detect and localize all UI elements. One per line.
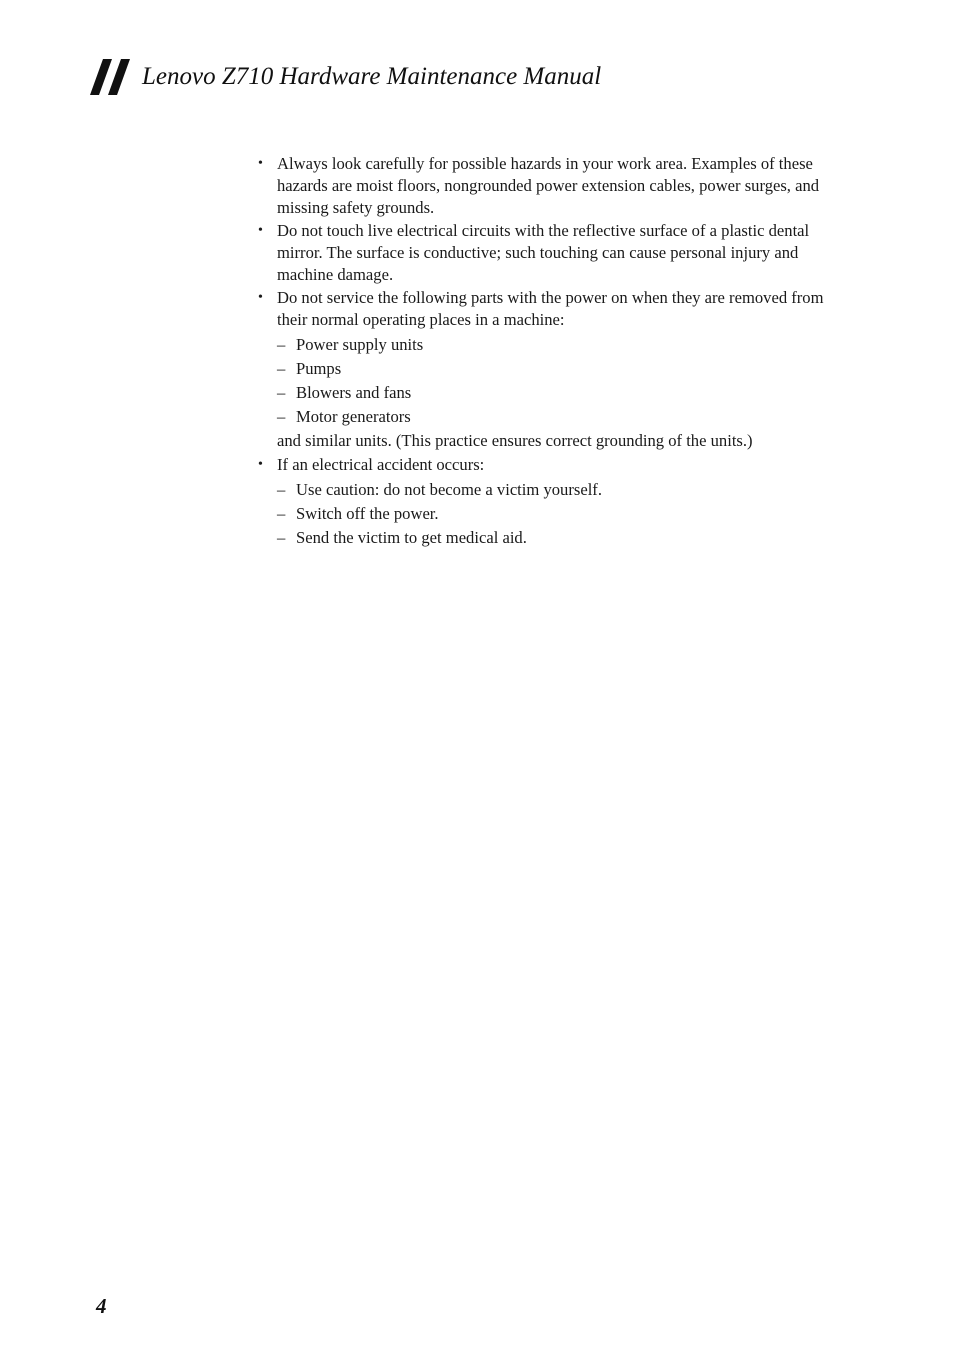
- dash-marker: –: [277, 504, 286, 523]
- bullet-marker: •: [258, 457, 263, 472]
- manual-title: Lenovo Z710 Hardware Maintenance Manual: [142, 63, 602, 90]
- sub-list-item-text: Blowers and fans: [296, 383, 412, 402]
- sub-list-item: [277, 478, 858, 502]
- sub-list-item-text: Pumps: [296, 359, 342, 378]
- sub-list: [277, 478, 858, 550]
- double-slash-logo-icon: [90, 59, 134, 95]
- list-item: [258, 454, 858, 550]
- sub-list-item: [277, 502, 858, 526]
- list-item-text: If an electrical accident occurs:: [277, 455, 485, 474]
- sub-list-item: [277, 526, 858, 550]
- page-header: [90, 58, 601, 96]
- safety-list: [258, 153, 858, 551]
- sub-list-item-text: Send the victim to get medical aid.: [296, 528, 527, 547]
- sub-list: [277, 333, 858, 429]
- dash-marker: –: [277, 407, 286, 426]
- dash-marker: –: [277, 383, 286, 402]
- sub-list-item: [277, 381, 858, 405]
- list-item-text: Do not service the following parts with the power on when they are removed from their normal operating places in a machine:: [277, 288, 824, 329]
- bullet-marker: •: [258, 290, 263, 305]
- sub-list-item: [277, 357, 858, 381]
- dash-marker: –: [277, 528, 286, 547]
- list-item: [258, 153, 858, 219]
- list-item-text: Always look carefully for possible hazards in your work area. Examples of these hazards are moist floors, nongrounded power extension cables, power surges, and missing safety grounds.: [277, 154, 820, 217]
- sub-list-item: [277, 333, 858, 357]
- sub-list-item-text: Power supply units: [296, 335, 424, 354]
- bullet-marker: •: [258, 223, 263, 238]
- sub-list-item-text: Use caution: do not become a victim yourself.: [296, 480, 602, 499]
- sub-list-item-text: Motor generators: [296, 407, 411, 426]
- bullet-marker: •: [258, 156, 263, 171]
- list-item-text: Do not touch live electrical circuits with the reflective surface of a plastic dental mirror. The surface is conductive; such touching can cause personal injury and machine damage.: [277, 221, 810, 284]
- sub-list-item-text: Switch off the power.: [296, 504, 439, 523]
- dash-marker: –: [277, 335, 286, 354]
- list-item: [258, 287, 858, 453]
- sub-list-item: [277, 405, 858, 429]
- dash-marker: –: [277, 359, 286, 378]
- list-item-trailing-text: and similar units. (This practice ensures correct grounding of the units.): [277, 431, 753, 450]
- list-item: [258, 220, 858, 286]
- page-number: 4: [96, 1294, 107, 1318]
- dash-marker: –: [277, 480, 286, 499]
